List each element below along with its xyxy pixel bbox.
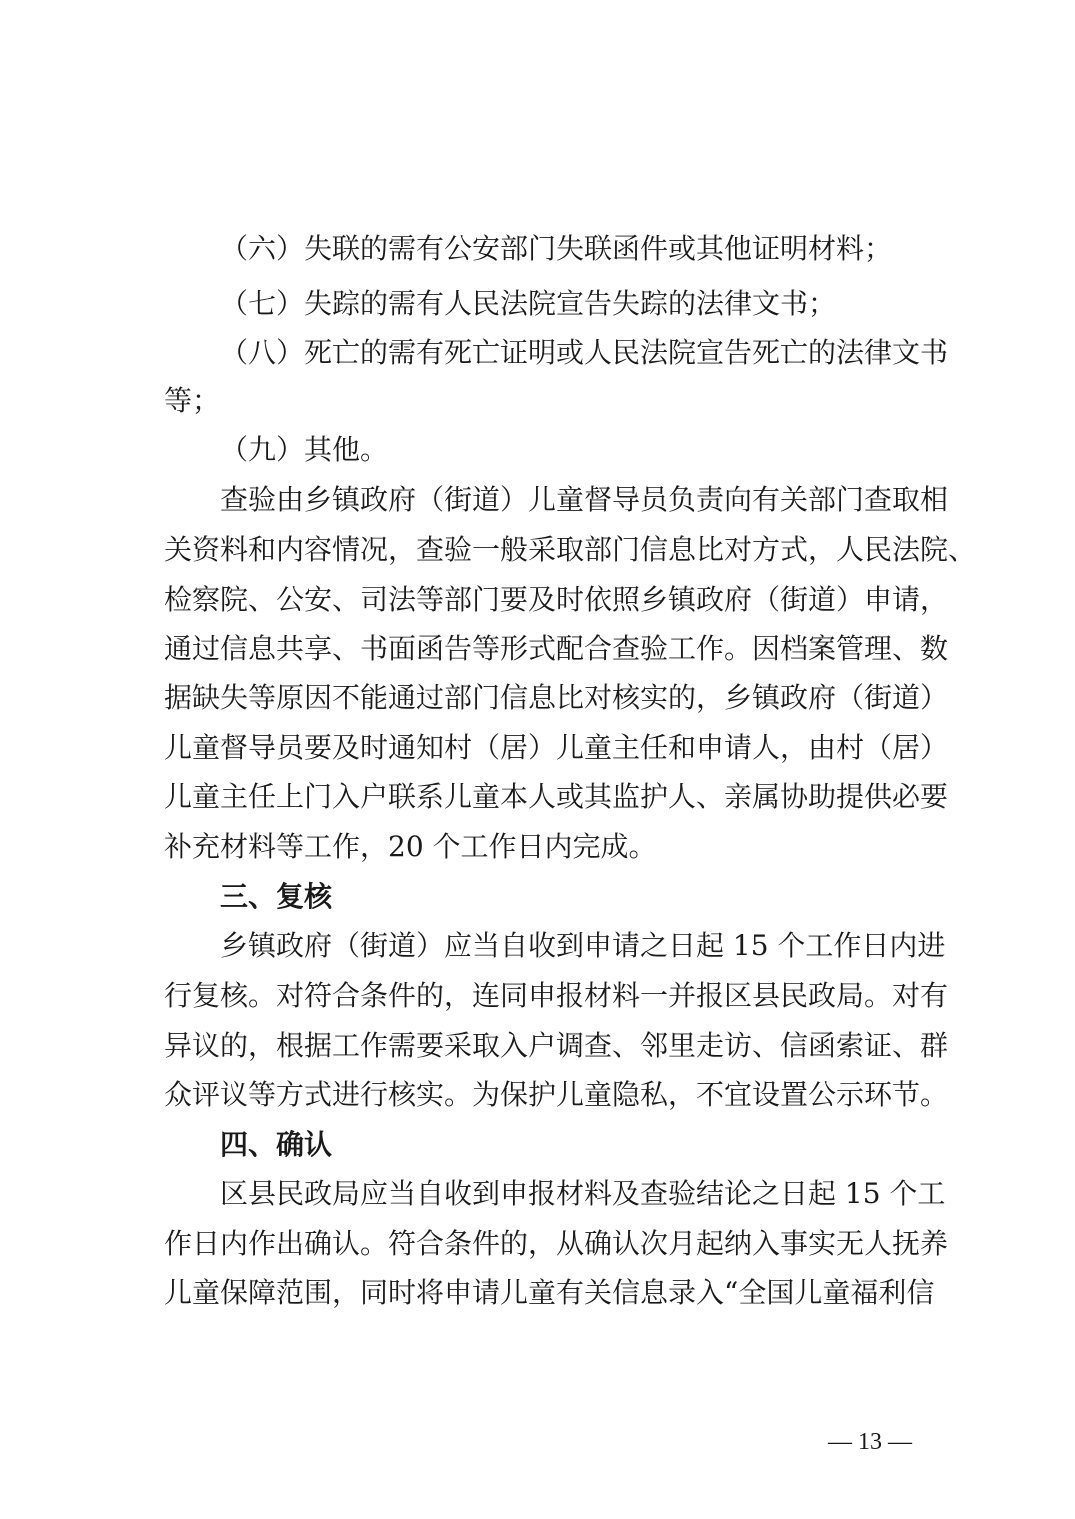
paragraph-line: 补充材料等工作，20 个工作日内完成。 [164,830,657,863]
paragraph-line: 通过信息共享、书面函告等形式配合查验工作。因档案管理、数 [164,632,949,665]
paragraph-line: 儿童保障范围，同时将申请儿童有关信息录入“全国儿童福利信 [164,1276,935,1309]
paragraph-line: 乡镇政府（街道）应当自收到申请之日起 15 个工作日内进 [220,929,946,962]
item-nine: （九）其他。 [220,433,389,466]
item-eight-continued: 等； [164,384,221,417]
paragraph-line: 儿童主任上门入户联系儿童本人或其监护人、亲属协助提供必要 [164,780,949,813]
paragraph-line: 众评议等方式进行核实。为保护儿童隐私，不宜设置公示环节。 [164,1078,949,1111]
paragraph-line: 查验由乡镇政府（街道）儿童督导员负责向有关部门查取相 [220,483,949,516]
paragraph-line: 儿童督导员要及时通知村（居）儿童主任和申请人，由村（居） [164,731,949,764]
item-six: （六）失联的需有公安部门失联函件或其他证明材料； [220,232,893,265]
item-eight: （八）死亡的需有死亡证明或人民法院宣告死亡的法律文书 [220,336,949,369]
page-number: — 13 — [828,1429,912,1455]
section-heading-review: 三、复核 [220,880,333,913]
item-seven: （七）失踪的需有人民法院宣告失踪的法律文书； [220,287,837,320]
section-heading-confirm: 四、确认 [220,1128,333,1161]
paragraph-line: 据缺失等原因不能通过部门信息比对核实的，乡镇政府（街道） [164,681,949,714]
paragraph-line: 行复核。对符合条件的，连同申报材料一并报区县民政局。对有 [164,979,949,1012]
paragraph-line: 作日内作出确认。符合条件的，从确认次月起纳入事实无人抚养 [164,1227,949,1260]
paragraph-line: 关资料和内容情况，查验一般采取部门信息比对方式，人民法院、 [164,533,977,566]
paragraph-line: 异议的，根据工作需要采取入户调查、邻里走访、信函索证、群 [164,1029,949,1062]
paragraph-line: 检察院、公安、司法等部门要及时依照乡镇政府（街道）申请， [164,583,949,616]
paragraph-line: 区县民政局应当自收到申报材料及查验结论之日起 15 个工 [220,1177,946,1210]
